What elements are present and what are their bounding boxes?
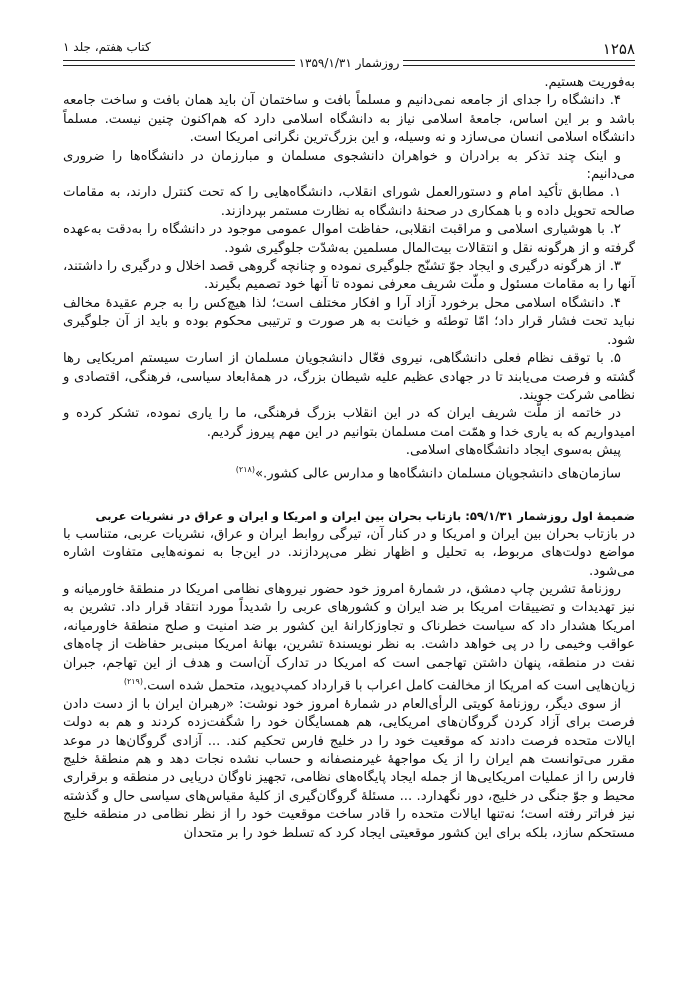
signature-line-1: پیش به‌سوی ایجاد دانشگاه‌های اسلامی. — [405, 443, 621, 459]
list-item: ۱. مطابق تأکید امام و دستورالعمل شورای انقلاب، دانشگاه‌هایی را که تحت کنترل دارند، به مقامات صالحه تحویل داده و با همکاری در صحنهٔ دانشگاه به نظارت مستمر بپردازند. — [63, 185, 635, 219]
book-volume-label: کتاب هفتم، جلد ۱ — [63, 40, 151, 54]
paragraph: در خاتمه از ملّت شریف ایران که در این انقلاب بزرگ فرهنگی، ما را یاری نموده، تشکر کرده و امیدواریم که به یاری خدا و همّت امت مسلمان بتوانیم در این مهم پیروز گردیم. — [63, 406, 635, 440]
signature-line-2 — [63, 461, 635, 484]
paragraph-text: روزنامهٔ تشرین چاپ دمشق، در شمارهٔ امروز خود حضور نیروهای نظامی امریکا در منطقهٔ خاورمیانه و نیز تهدیدات و تضییقات امریکا بر ضد ایران و کشورهای عربی را شدیداً مورد انتقاد قرار داد. تشرین به امریکا هشدار داد که سیاست خطرناک و تجاوزکارانهٔ این کشور بر ضد امنیت و صلح منطقهٔ خاورمیانه، عواقب وخیمی را در پی خواهد داشت. به نظر نویسندهٔ تشرین، بهانهٔ امریکا مبنی‌بر حفاظت از چاه‌های نفت در منطقه، پنهان داشتن تهاجمی است که امریکا در تدارک آن‌است و هدف از این تهاجم، جبران زیان‌هایی است که امریکا از مخالفت کامل اعراب با قرارداد کمپ‌دیوید، متحمل شده است. — [63, 581, 635, 694]
list-item: ۵. با توقف نظام فعلی دانشگاهی، نیروی فعّال دانشجویان مسلمان از اسارت سیستم امریکایی رها گشته و فرصت می‌یابند تا در جهادی عظیم علیه شیطان بزرگ، در همهٔ‌ابعاد سیاسی، فرهنگی، اقتصادی و نظامی شرکت جویند. — [63, 351, 635, 403]
list-item: ۲. با هوشیاری اسلامی و مراقبت انقلابی، حفاظت اموال عمومی موجود در دانشگاه را به‌دقت به‌عهده گرفته و از هرگونه نقل و انتقالات بیت‌المال مسلمین به‌شدّت جلوگیری شود. — [63, 222, 635, 256]
diary-date-wrap — [63, 52, 635, 71]
paragraph: ۴. دانشگاه را جدای از جامعه نمی‌دانیم و مسلماً بافت و ساختمان آن باید همان بافت و ساخت جامعه باشد و بر این اساس، جامعهٔ اسلامی نیاز به دانشگاه اسلامی دارد که هم‌اکنون چنین نیست. مسلماً دانشگاه اسلامی انسان می‌سازد و نه وسیله، و این بزرگ‌ترین نگرانی امریکا است. — [63, 93, 635, 146]
diary-date-label: روزشمار ۱۳۵۹/۱/۳۱ — [295, 56, 404, 70]
footnote-ref[interactable]: (۲۱۹) — [123, 676, 143, 686]
paragraph — [63, 581, 635, 696]
paragraph: از سوی دیگر، روزنامهٔ کویتی الرأی‌العام در شمارهٔ امروز خود نوشت: «رهبران ایران با از دست دادن فرصت برای آزاد کردن گروگان‌های امریکایی، هم همسایگان خود را شگفت‌زده کردند و هم به دولت ایالات متحده فرصت دادند که موقعیت خود را در خلیج فارس تحکیم کند. ... آزادی گروگان‌ها در موعد مقرر می‌توانست هم ایران را از یک مواجههٔ غیرمنصفانه و حساب نشده نجات دهد و هم منطقهٔ خلیج فارس را از عملیات امریکایی‌ها از جمله ایجاد پایگاه‌های نظامی، تجهیز ناوگان دریایی در منطقه و برقراری محیط و جوّ جنگی در خلیج، دور نگهدارد. ... مسئلهٔ گروگان‌گیری از کلیهٔ مقیاس‌های سیاسی حال و گذشته نیز فراتر رفته است؛ نه‌تنها ایالات متحده را قادر ساخت موقعیت خود را از نظر نظامی در منطقه خلیج مستحکم سازد، بلکه برای این کشور موقعیتی ایجاد کرد که تسلط خود را بر متحدان — [63, 696, 635, 841]
footnote-ref[interactable]: (۲۱۸) — [235, 464, 255, 474]
signature-text: سازمان‌های دانشجویان مسلمان دانشگاه‌ها و مدارس عالی کشور.» — [254, 465, 621, 481]
list-item: ۳. از هرگونه درگیری و ایجاد جوّ تشنّج جلوگیری نموده و چنانچه گروهی قصد اخلال و درگیری را داشتند، آنها را به مقامات مسئول و ملّت شریف معرفی نموده تا آنها خود تصمیم بگیرند. — [63, 259, 635, 293]
paragraph: در بازتاب بحران بین ایران و امریکا و در کنار آن، تیرگی روابط ایران و عراق، نشریات عربی، متناسب با مواضع دولت‌های مربوط، به تحلیل و اظهار نظر می‌پردازند. در این‌جا به نمونه‌هایی متفاوت اشاره می‌شود. — [63, 526, 635, 579]
list-item: ۴. دانشگاه اسلامی محل برخورد آزاد آرا و افکار مختلف است؛ لذا هیچ‌کس را به جرم عقیدهٔ مخالف نباید تحت فشار قرار داد؛ امّا توطئه و خیانت به هر صورت و ترتیبی محکوم بوده و باید از آن جلوگیری شود. — [63, 295, 635, 348]
appendix-heading: ضمیمهٔ اول روزشمار ۵۹/۱/۳۱: بازتاب بحران بین ایران و امریکا و ایران و عراق در نشریات عربی — [95, 509, 635, 524]
page-body — [63, 74, 635, 843]
paragraph: به‌فوریت هستیم. — [544, 75, 635, 90]
page-header — [63, 38, 635, 70]
page-number: ۱۲۵۸ — [602, 40, 635, 58]
paragraph: و اینک چند تذکر به برادران و خواهران دانشجوی مسلمان و مبارزمان در دانشگاه‌ها را ضروری می‌دانیم: — [63, 148, 635, 183]
